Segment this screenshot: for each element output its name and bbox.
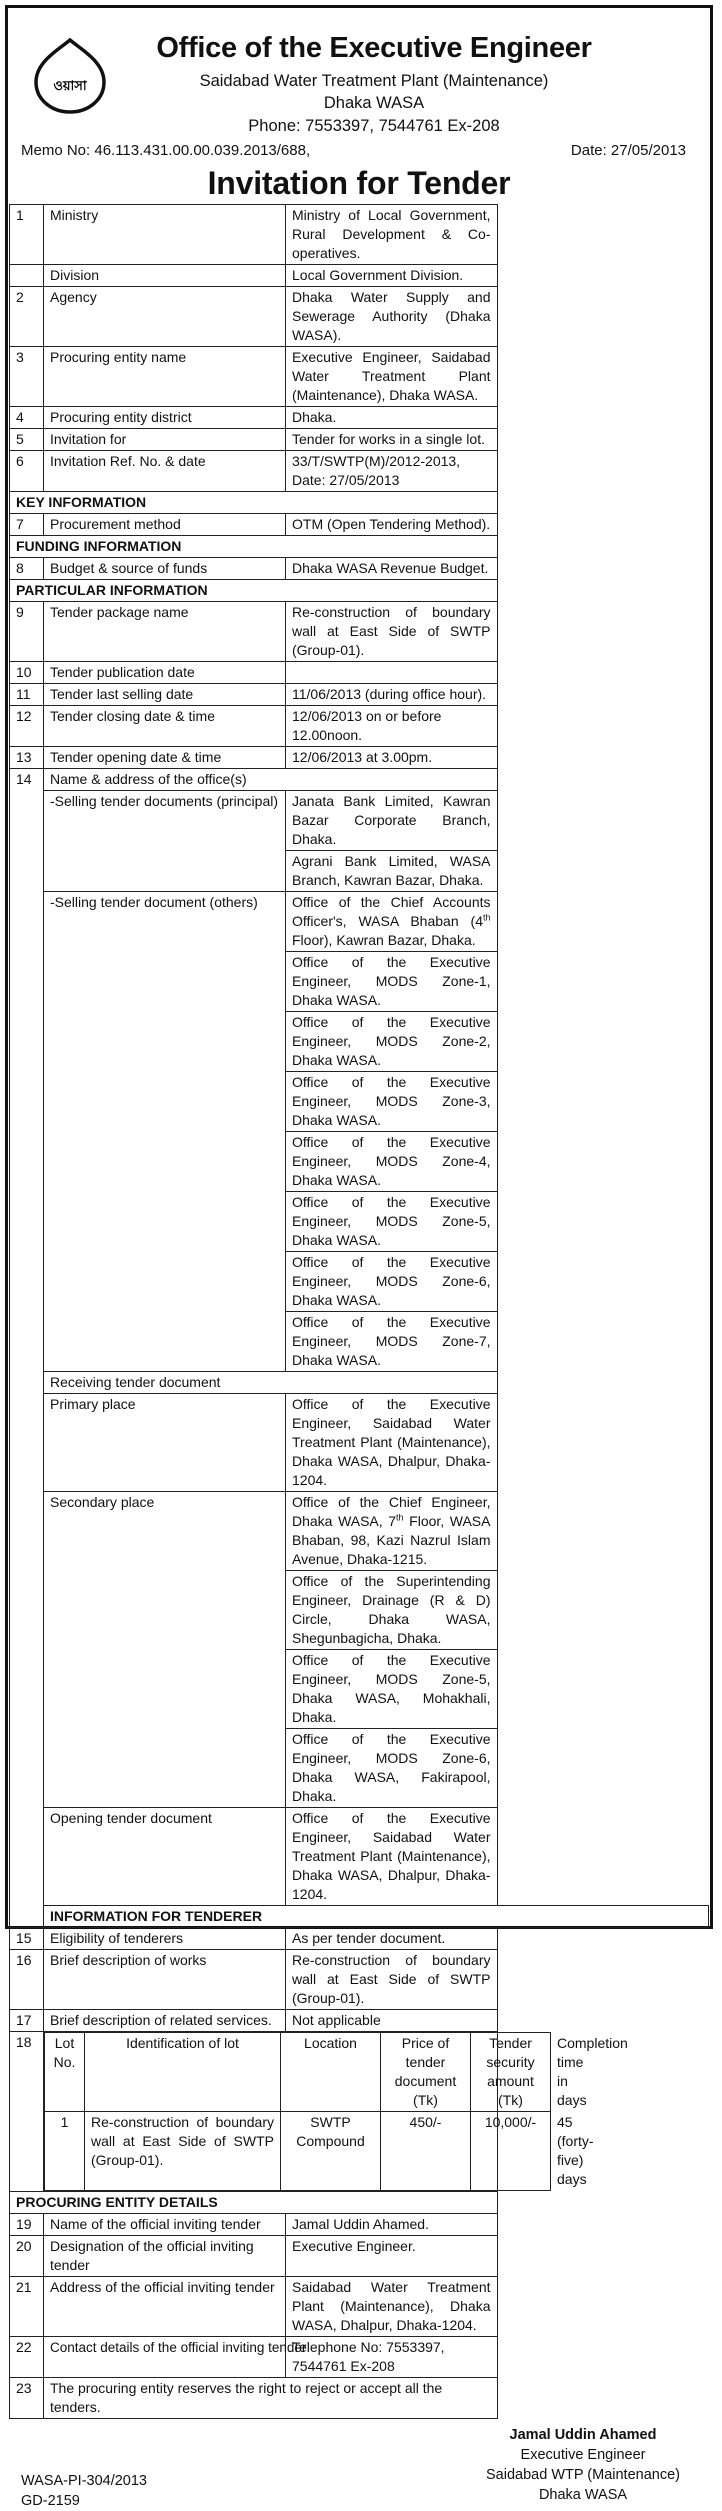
section-heading bbox=[10, 492, 709, 514]
table-row bbox=[10, 205, 709, 265]
table-row bbox=[10, 2214, 709, 2236]
table-cell: Receiving tender document bbox=[44, 1372, 498, 1394]
tender-table bbox=[9, 204, 709, 2419]
table-cell: Agrani Bank Limited, WASA Branch, Kawran Bazar, Dhaka. bbox=[286, 851, 498, 892]
table-cell: Invitation for bbox=[44, 429, 286, 451]
table-cell: Ministry of Local Government, Rural Development & Co-operatives. bbox=[286, 205, 498, 265]
lot-identification: Re-construction of boundary wall at East Side of SWTP (Group-01). bbox=[85, 2112, 281, 2191]
table-cell: 9 bbox=[10, 602, 44, 662]
table-cell: 13 bbox=[10, 747, 44, 769]
table-cell: 5 bbox=[10, 429, 44, 451]
table-cell: Tender opening date & time bbox=[44, 747, 286, 769]
lot-no-header: Lot No. bbox=[45, 2033, 85, 2112]
section-heading bbox=[10, 580, 709, 602]
reference-number: WASA-PI-304/2013 bbox=[21, 2473, 147, 2489]
table-cell: Division bbox=[44, 265, 286, 287]
table-cell: Office of the Executive Engineer, MODS Zone-4, Dhaka WASA. bbox=[286, 1132, 498, 1192]
table-cell: Office of the Executive Engineer, MODS Zone-5, Dhaka WASA, Mohakhali, Dhaka. bbox=[286, 1650, 498, 1729]
table-cell: 33/T/SWTP(M)/2012-2013, Date: 27/05/2013 bbox=[286, 451, 498, 492]
section-heading bbox=[10, 2192, 709, 2214]
table-cell: Saidabad Water Treatment Plant (Maintenance), Dhaka WASA, Dhalpur, Dhaka-1204. bbox=[286, 2277, 498, 2337]
table-cell: 19 bbox=[10, 2214, 44, 2236]
table-cell: Name & address of the office(s) bbox=[44, 769, 498, 791]
table-cell: Procuring entity district bbox=[44, 407, 286, 429]
table-row bbox=[10, 429, 709, 451]
table-row bbox=[10, 791, 709, 851]
table-cell: The procuring entity reserves the right to reject or accept all the tenders. bbox=[44, 2378, 498, 2419]
table-cell: Procurement method bbox=[44, 514, 286, 536]
table-cell: Office of the Executive Engineer, MODS Zone-3, Dhaka WASA. bbox=[286, 1072, 498, 1132]
table-cell: Jamal Uddin Ahamed. bbox=[286, 2214, 498, 2236]
table-row bbox=[10, 514, 709, 536]
gd-number: GD-2159 bbox=[21, 2493, 80, 2509]
table-row bbox=[10, 662, 709, 684]
table-cell: Janata Bank Limited, Kawran Bazar Corporate Branch, Dhaka. bbox=[286, 791, 498, 851]
table-cell: Dhaka. bbox=[286, 407, 498, 429]
chief-accounts-office: Office of the Chief Accounts Officer's, WASA Bhaban (4th Floor), Kawran Bazar, Dhaka. bbox=[286, 892, 498, 952]
table-cell: Designation of the official inviting tender bbox=[44, 2236, 286, 2277]
table-cell: PROCURING ENTITY DETAILS bbox=[10, 2192, 498, 2214]
phone-line: Phone: 7553397, 7544761 Ex-208 bbox=[248, 117, 500, 135]
table-cell: Office of the Executive Engineer, MODS Zone-5, Dhaka WASA. bbox=[286, 1192, 498, 1252]
signatory-designation: Executive Engineer bbox=[520, 2447, 646, 2463]
lot-price: 450/- bbox=[381, 2112, 471, 2191]
signatory-org: Dhaka WASA bbox=[538, 2487, 628, 2503]
table-cell: Ministry bbox=[44, 205, 286, 265]
table-cell: Not applicable bbox=[286, 2010, 498, 2032]
table-cell: Office of the Executive Engineer, Saidabad Water Treatment Plant (Maintenance), Dhaka WASA, Dhalpur, Dhaka-1204. bbox=[286, 1394, 498, 1492]
notice-header bbox=[8, 8, 710, 204]
lot-table-row bbox=[10, 2032, 709, 2192]
table-cell: Office of the Executive Engineer, MODS Zone-1, Dhaka WASA. bbox=[286, 952, 498, 1012]
table-cell: Telephone No: 7553397, 7544761 Ex-208 bbox=[286, 2337, 498, 2378]
memo-number: Memo No: 46.113.431.00.00.039.2013/688, bbox=[21, 142, 311, 159]
table-row bbox=[10, 1492, 709, 1571]
city-name: Dhaka WASA bbox=[323, 94, 425, 112]
table-cell: 20 bbox=[10, 2236, 44, 2277]
table-cell: Re-construction of boundary wall at East Side of SWTP (Group-01). bbox=[286, 1950, 498, 2010]
table-cell: PARTICULAR INFORMATION bbox=[10, 580, 498, 602]
table-cell: 7 bbox=[10, 514, 44, 536]
table-row bbox=[10, 706, 709, 747]
table-row bbox=[10, 265, 709, 287]
table-cell: FUNDING INFORMATION bbox=[10, 536, 498, 558]
table-row bbox=[10, 1394, 709, 1492]
table-cell: 23 bbox=[10, 2378, 44, 2419]
table-cell: Invitation Ref. No. & date bbox=[44, 451, 286, 492]
logo-text: ওয়াসা bbox=[53, 79, 87, 94]
table-cell: 10 bbox=[10, 662, 44, 684]
table-row bbox=[10, 451, 709, 492]
table-cell: Tender publication date bbox=[44, 662, 286, 684]
table-cell: Procuring entity name bbox=[44, 347, 286, 407]
table-row bbox=[10, 747, 709, 769]
table-cell: 3 bbox=[10, 347, 44, 407]
table-row bbox=[10, 892, 709, 952]
table-cell: As per tender document. bbox=[286, 1928, 498, 1950]
table-cell: Office of the Superintending Engineer, Drainage (R & D) Circle, Dhaka WASA, Shegunbagicha, Dhaka. bbox=[286, 1571, 498, 1650]
table-cell: Office of the Executive Engineer, MODS Zone-7, Dhaka WASA. bbox=[286, 1312, 498, 1372]
table-cell: 12/06/2013 at 3.00pm. bbox=[286, 747, 498, 769]
notice-footer bbox=[8, 2419, 710, 2511]
table-row bbox=[10, 2010, 709, 2032]
table-cell: Budget & source of funds bbox=[44, 558, 286, 580]
table-row bbox=[10, 1372, 709, 1394]
table-cell: KEY INFORMATION bbox=[10, 492, 498, 514]
section-heading bbox=[10, 1906, 709, 1928]
table-row bbox=[10, 769, 709, 791]
office-title: Office of the Executive Engineer bbox=[156, 32, 592, 64]
table-cell: Tender closing date & time bbox=[44, 706, 286, 747]
lot-security: 10,000/- bbox=[471, 2112, 551, 2191]
table-cell: Local Government Division. bbox=[286, 265, 498, 287]
lot-table: Lot No. Identification of lot Location Price of tender document (Tk) Tender security amount (Tk) Completion time in days 1 Re-construction of boundary wall at East Side of SWTP (Group-01). SWTP Compound 450/- 10,000/- 45 (forty-five) days bbox=[44, 2032, 551, 2191]
table-row bbox=[10, 347, 709, 407]
table-cell: 22 bbox=[10, 2337, 44, 2378]
table-cell: Secondary place bbox=[44, 1492, 286, 1808]
table-row bbox=[10, 602, 709, 662]
table-row bbox=[10, 1950, 709, 2010]
table-cell: 17 bbox=[10, 2010, 44, 2032]
chief-engineer-office: Office of the Chief Engineer, Dhaka WASA, 7th Floor, WASA Bhaban, 98, Kazi Nazrul Islam Avenue, Dhaka-1215. bbox=[286, 1492, 498, 1571]
table-cell: 8 bbox=[10, 558, 44, 580]
table-cell: 4 bbox=[10, 407, 44, 429]
table-cell: 6 bbox=[10, 451, 44, 492]
table-cell bbox=[286, 662, 498, 684]
section-heading bbox=[10, 536, 709, 558]
table-cell: 15 bbox=[10, 1928, 44, 1950]
table-cell: Tender last selling date bbox=[44, 684, 286, 706]
table-cell: 18 bbox=[10, 2032, 44, 2192]
table-cell: Brief description of works bbox=[44, 1950, 286, 2010]
table-cell: Primary place bbox=[44, 1394, 286, 1492]
table-cell bbox=[10, 265, 44, 287]
signatory-plant: Saidabad WTP (Maintenance) bbox=[486, 2467, 680, 2483]
table-row bbox=[10, 407, 709, 429]
table-cell: 11 bbox=[10, 684, 44, 706]
signatory-name: Jamal Uddin Ahamed bbox=[509, 2427, 657, 2443]
invitation-title: Invitation for Tender bbox=[207, 165, 511, 201]
table-cell: Executive Engineer, Saidabad Water Treatment Plant (Maintenance), Dhaka WASA. bbox=[286, 347, 498, 407]
table-cell: Dhaka WASA Revenue Budget. bbox=[286, 558, 498, 580]
table-cell: 14 bbox=[10, 769, 44, 1928]
lot-no: 1 bbox=[45, 2112, 85, 2191]
table-cell: Office of the Executive Engineer, MODS Zone-2, Dhaka WASA. bbox=[286, 1012, 498, 1072]
table-cell: Eligibility of tenderers bbox=[44, 1928, 286, 1950]
signature-block bbox=[486, 2425, 680, 2505]
table-cell: Tender package name bbox=[44, 602, 286, 662]
table-row bbox=[10, 287, 709, 347]
table-cell: Address of the official inviting tender bbox=[44, 2277, 286, 2337]
table-cell: Tender for works in a single lot. bbox=[286, 429, 498, 451]
table-cell: Dhaka Water Supply and Sewerage Authority (Dhaka WASA). bbox=[286, 287, 498, 347]
table-cell: Name of the official inviting tender bbox=[44, 2214, 286, 2236]
memo-date: Date: 27/05/2013 bbox=[570, 142, 686, 159]
price-header: Price of tender document (Tk) bbox=[381, 2033, 471, 2112]
table-cell: Agency bbox=[44, 287, 286, 347]
table-cell: Opening tender document bbox=[44, 1808, 286, 1906]
table-cell: Contact details of the official inviting tender bbox=[44, 2337, 286, 2378]
table-cell: Office of the Executive Engineer, Saidabad Water Treatment Plant (Maintenance), Dhaka WASA, Dhalpur, Dhaka-1204. bbox=[286, 1808, 498, 1906]
table-cell: 12 bbox=[10, 706, 44, 747]
table-cell: 1 bbox=[10, 205, 44, 265]
table-row bbox=[10, 2378, 709, 2419]
table-cell: 16 bbox=[10, 1950, 44, 2010]
table-cell: Office of the Executive Engineer, MODS Zone-6, Dhaka WASA. bbox=[286, 1252, 498, 1312]
table-cell: INFORMATION FOR TENDERER bbox=[44, 1906, 709, 1928]
identification-header: Identification of lot bbox=[85, 2033, 281, 2112]
table-cell: 11/06/2013 (during office hour). bbox=[286, 684, 498, 706]
table-cell: -Selling tender documents (principal) bbox=[44, 791, 286, 892]
table-cell: Office of the Executive Engineer, MODS Zone-6, Dhaka WASA, Fakirapool, Dhaka. bbox=[286, 1729, 498, 1808]
table-cell: 21 bbox=[10, 2277, 44, 2337]
plant-name: Saidabad Water Treatment Plant (Maintenance) bbox=[199, 72, 549, 90]
lot-location: SWTP Compound bbox=[281, 2112, 381, 2191]
table-cell: Re-construction of boundary wall at East Side of SWTP (Group-01). bbox=[286, 602, 498, 662]
tender-notice bbox=[5, 5, 713, 2509]
table-row bbox=[10, 2337, 709, 2378]
table-cell: 12/06/2013 on or before 12.00noon. bbox=[286, 706, 498, 747]
reference-block bbox=[21, 2471, 147, 2511]
table-cell: Brief description of related services. bbox=[44, 2010, 286, 2032]
table-cell: Executive Engineer. bbox=[286, 2236, 498, 2277]
table-cell: -Selling tender document (others) bbox=[44, 892, 286, 1372]
table-cell bbox=[44, 2032, 628, 2192]
table-row bbox=[10, 1928, 709, 1950]
table-row bbox=[10, 684, 709, 706]
table-cell: 2 bbox=[10, 287, 44, 347]
table-row bbox=[10, 2236, 709, 2277]
location-header: Location bbox=[281, 2033, 381, 2112]
table-cell: OTM (Open Tendering Method). bbox=[286, 514, 498, 536]
table-row bbox=[10, 1808, 709, 1906]
table-row bbox=[10, 558, 709, 580]
table-row bbox=[10, 2277, 709, 2337]
security-header: Tender security amount (Tk) bbox=[471, 2033, 551, 2112]
